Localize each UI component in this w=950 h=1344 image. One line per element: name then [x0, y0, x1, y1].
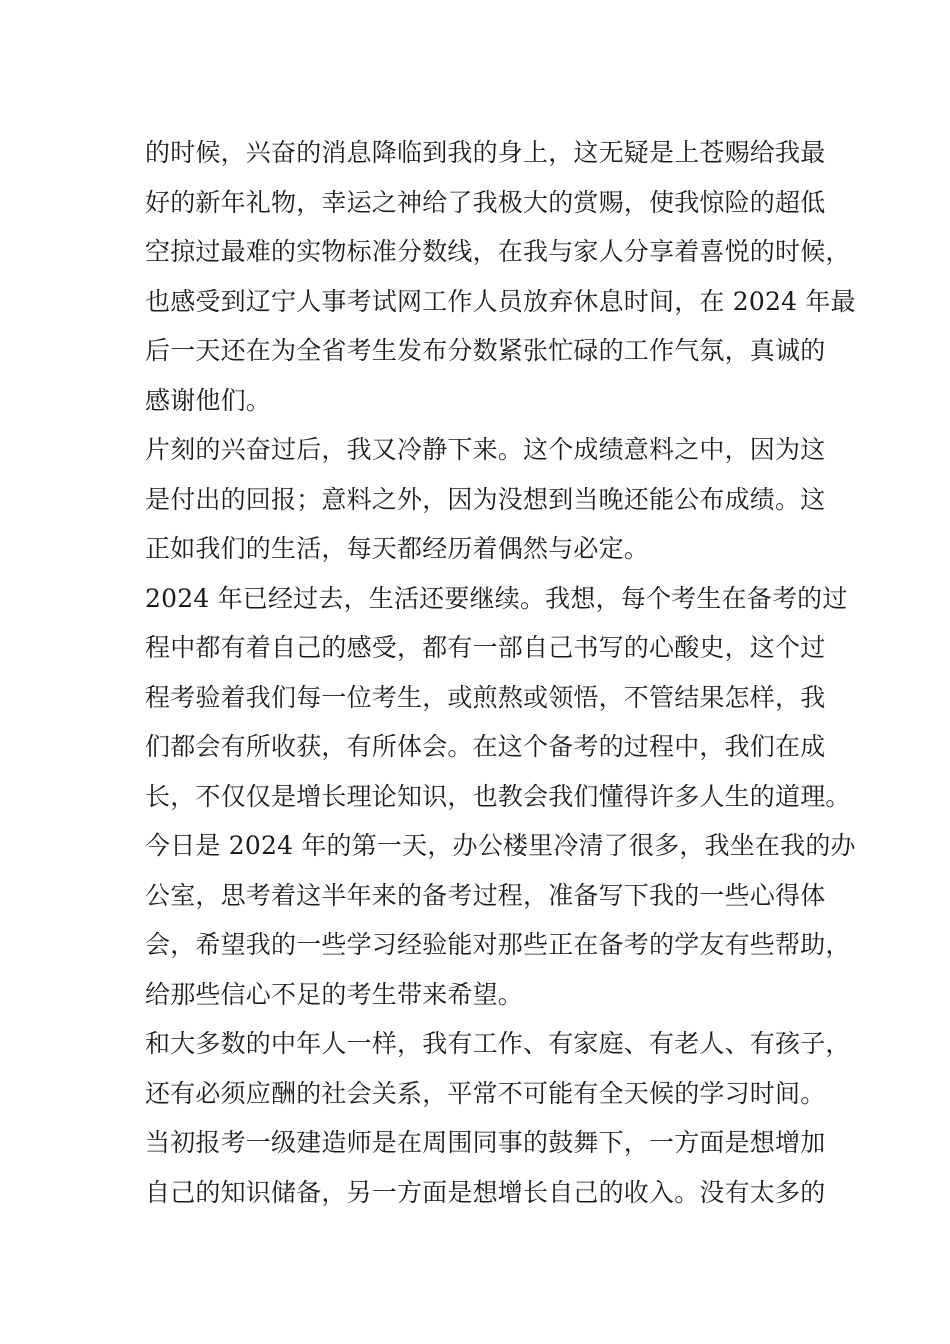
text-line: 公室，思考着这半年来的备考过程，准备写下我的一些心得体 [145, 880, 826, 910]
text-line: 们都会有所收获，有所体会。在这个备考的过程中，我们在成 [145, 732, 826, 761]
text-line: 自己的知识储备，另一方面是想增长自己的收入。没有太多的 [145, 1177, 826, 1207]
text-line: 后一天还在为全省考生发布分数紧张忙碌的工作气氛，真诚的 [145, 336, 826, 365]
text-line: 是付出的回报；意料之外，因为没想到当晚还能公布成绩。这 [145, 484, 826, 514]
text-line: 的时候，兴奋的消息降临到我的身上，这无疑是上苍赐给我最 [145, 138, 826, 167]
text-line: 2024 年已经过去，生活还要继续。我想，每个考生在备考的过 [145, 583, 848, 613]
text-line: 当初报考一级建造师是在周围同事的鼓舞下，一方面是想增加 [145, 1128, 826, 1157]
text-line: 和大多数的中年人一样，我有工作、有家庭、有老人、有孩子， [145, 1029, 851, 1058]
text-line: 正如我们的生活，每天都经历着偶然与必定。 [145, 534, 650, 563]
text-line: 空掠过最难的实物标准分数线，在我与家人分享着喜悦的时候， [145, 237, 851, 266]
text-line: 程中都有着自己的感受，都有一部自己书写的心酸史，这个过 [145, 633, 826, 662]
text-line: 还有必须应酬的社会关系，平常不可能有全天候的学习时间。 [145, 1078, 826, 1108]
text-line: 也感受到辽宁人事考试网工作人员放弃休息时间，在 2024 年最 [145, 286, 856, 316]
text-line: 程考验着我们每一位考生，或煎熬或领悟，不管结果怎样，我 [145, 682, 826, 712]
text-line: 会，希望我的一些学习经验能对那些正在备考的学友有些帮助， [145, 930, 851, 959]
document-body-text [145, 128, 856, 1217]
text-line: 感谢他们。 [145, 385, 272, 415]
text-line: 片刻的兴奋过后，我又冷静下来。这个成绩意料之中，因为这 [145, 435, 826, 464]
text-line: 给那些信心不足的考生带来希望。 [145, 979, 524, 1009]
text-line: 好的新年礼物，幸运之神给了我极大的赏赐，使我惊险的超低 [145, 187, 826, 217]
text-line: 今日是 2024 年的第一天，办公楼里冷清了很多，我坐在我的办 [145, 831, 856, 860]
text-line: 长，不仅仅是增长理论知识，也教会我们懂得许多人生的道理。 [145, 781, 851, 811]
